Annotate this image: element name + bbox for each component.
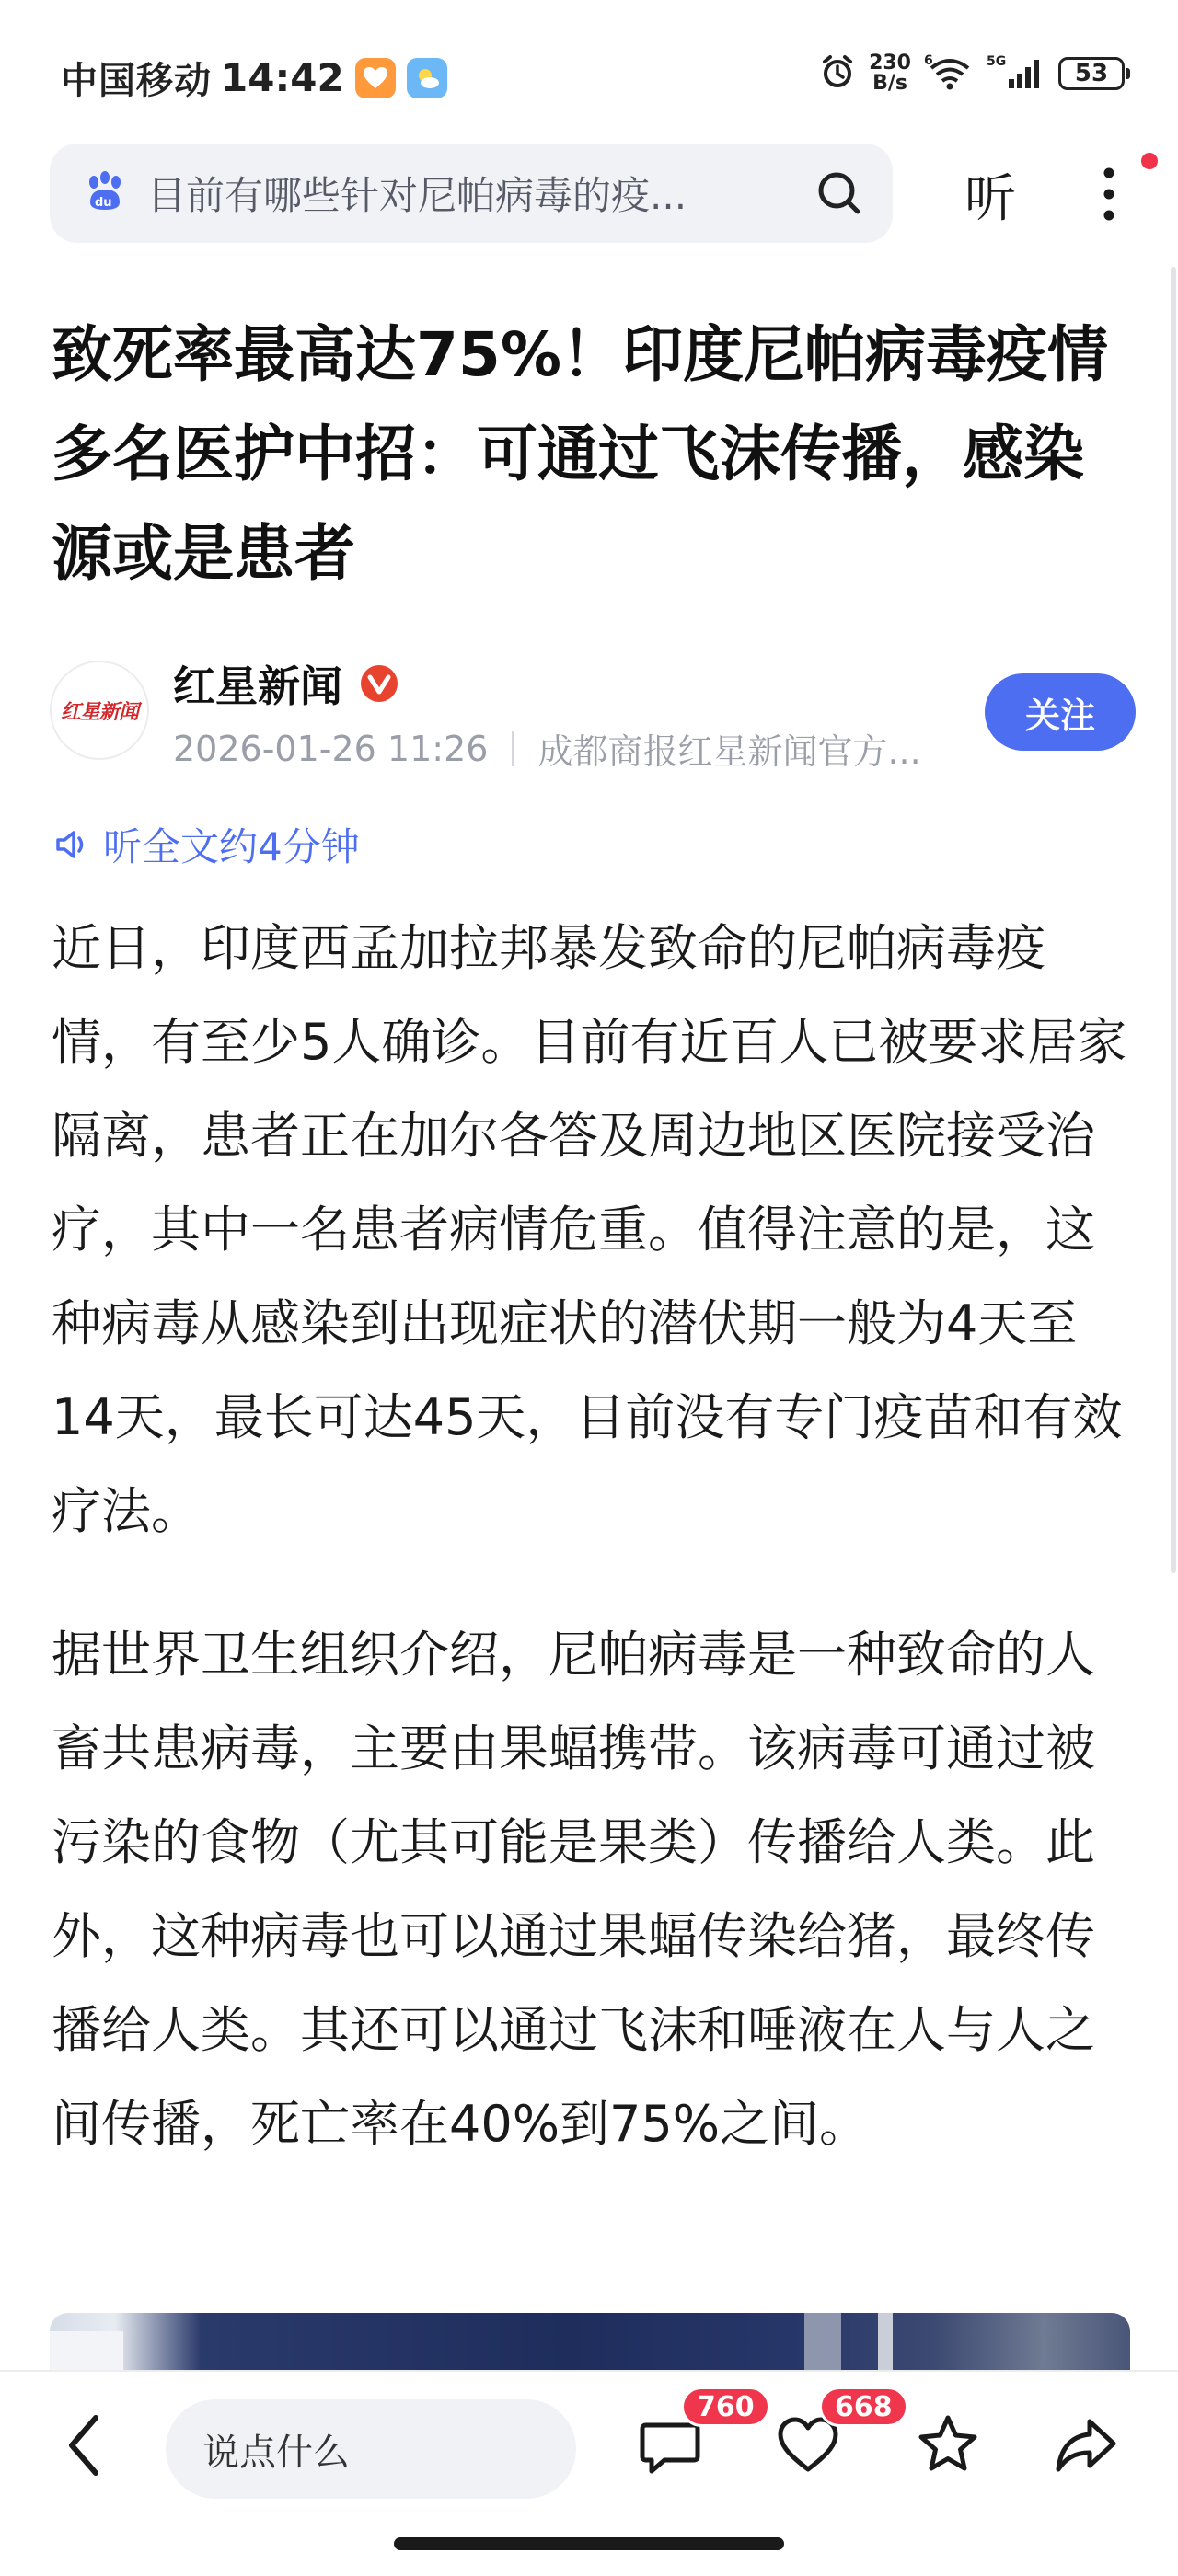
listen-full-label: 听全文约4分钟 [103, 824, 360, 869]
status-right [806, 53, 1125, 94]
listen-button[interactable]: 听 [964, 169, 1016, 229]
author-description: 成都商报红星新闻官方... [537, 731, 921, 772]
article-paragraph-2: 据世界卫生组织介绍，尼帕病毒是一种致命的人畜共患病毒，主要由果蝠携带。该病毒可通过被污染的食物（尤其可能是果类）传播给人类。此外，这种病毒也可以通过果蝠传染给猪，最终传播给人类。其还可以通过飞沫和唾液在人与人之间传播，死亡率在40%到75%之间。 [52, 1626, 1095, 2153]
share-icon[interactable] [1049, 2409, 1123, 2482]
article-title: 致死率最高达75%！印度尼帕病毒疫情多名医护中招：可通过飞沫传播，感染源或是患者 [52, 319, 1108, 589]
status-bar [0, 0, 1178, 147]
paw-search-icon [83, 169, 127, 217]
article-paragraph-1: 近日，印度西孟加拉邦暴发致命的尼帕病毒疫情，有至少5人确诊。目前有近百人已被要求居家隔离，患者正在加尔各答及周边地区医院接受治疗，其中一名患者病情危重。值得注意的是，这种病毒从感染到出现症状的潜伏期一般为4天至14天，最长可达45天，目前没有专门疫苗和有效疗法。 [52, 919, 1127, 1540]
star-icon[interactable] [911, 2409, 985, 2482]
avatar-logo-text: 红星新闻 [60, 700, 138, 724]
clock: 14:42 [221, 55, 344, 100]
more-icon[interactable] [1095, 162, 1123, 226]
home-indicator[interactable] [394, 2537, 784, 2550]
search-icon[interactable] [814, 167, 865, 219]
author-name: 红星新闻 [173, 661, 342, 711]
battery-indicator: 53 [1058, 57, 1125, 90]
meta-divider [512, 731, 514, 766]
alarm-icon [819, 53, 856, 94]
author-avatar[interactable] [50, 661, 149, 760]
author-row [50, 653, 1136, 773]
speaker-icon [53, 826, 90, 863]
verified-icon [359, 663, 399, 704]
notification-weather-icon [407, 58, 447, 98]
net-speed-unit: B/s [872, 72, 907, 95]
bottom-action-bar [0, 2370, 1178, 2576]
search-query-text: 目前有哪些针对尼帕病毒的疫... [147, 173, 687, 218]
scrollbar[interactable] [1171, 267, 1176, 1573]
net-speed [869, 53, 911, 94]
publish-datetime: 2026-01-26 11:26 [173, 728, 489, 769]
comment-input[interactable]: 说点什么 [166, 2399, 576, 2499]
author-name-row[interactable] [173, 653, 399, 714]
comment-count-badge: 760 [681, 2386, 770, 2427]
notification-dot [1141, 153, 1158, 169]
carrier-label: 中国移动 [61, 60, 212, 102]
wifi-icon [924, 53, 974, 94]
svg-text:du: du [95, 196, 112, 210]
back-icon[interactable] [61, 2409, 107, 2482]
svg-text:6: 6 [924, 53, 933, 68]
like-count-badge: 668 [819, 2386, 908, 2427]
listen-full-article-button[interactable] [53, 817, 360, 872]
net-speed-value: 230 [869, 52, 911, 75]
signal-icon [987, 53, 1045, 94]
follow-button[interactable]: 关注 [985, 673, 1136, 751]
notification-heart-icon [355, 58, 396, 98]
author-meta [173, 723, 942, 774]
search-bar[interactable] [50, 144, 893, 243]
status-left [61, 52, 447, 104]
network-type: 5G [987, 54, 1007, 69]
